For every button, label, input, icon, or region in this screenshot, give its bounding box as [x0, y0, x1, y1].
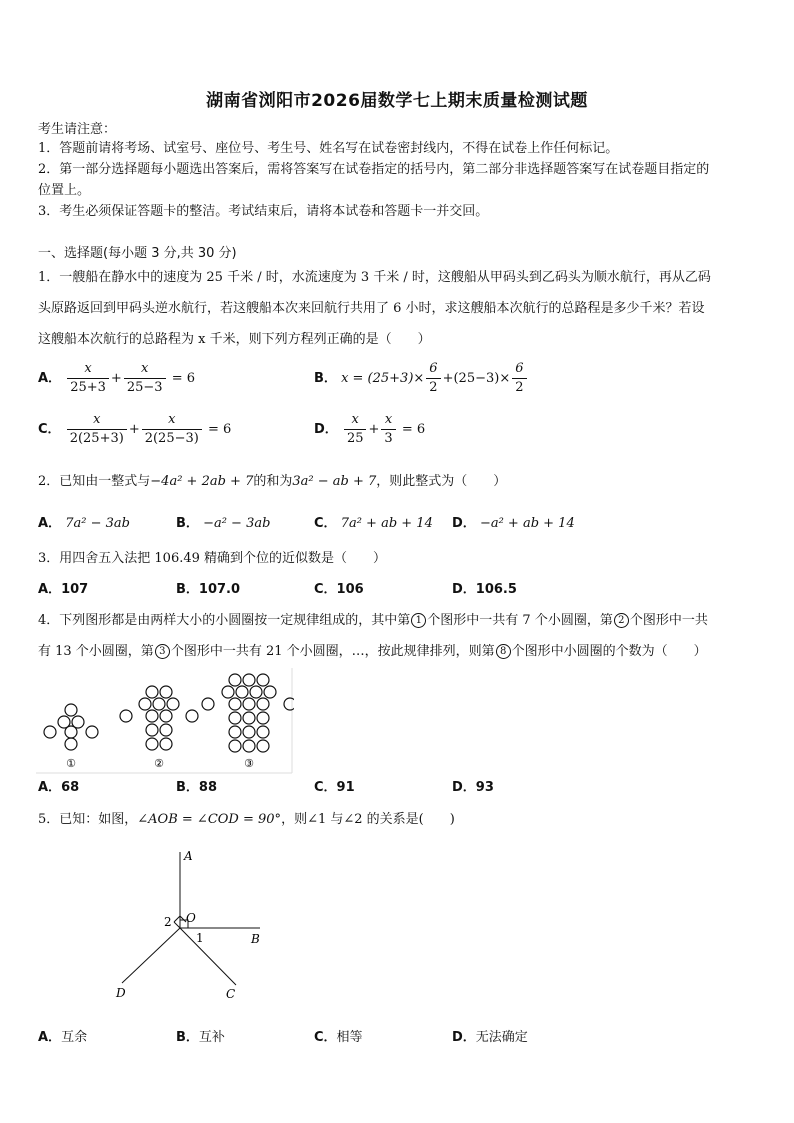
option-text: 无法确定 [475, 1030, 528, 1045]
q4-option-c [314, 778, 355, 798]
q3-option-b [176, 580, 240, 600]
option-label: B． [176, 516, 199, 531]
option-text: 互补 [198, 1030, 225, 1045]
q3-option-d [452, 580, 517, 600]
frac-den: 2 [515, 380, 524, 395]
question-2 [38, 472, 760, 492]
option-label: A． [38, 582, 62, 597]
figure-label-1: ① [66, 757, 76, 770]
q2-option-c [314, 514, 433, 534]
small-circle [160, 738, 172, 750]
question-4-line [38, 642, 760, 662]
q2-expr: −4a² + 2ab + 7 [150, 474, 254, 489]
small-circle [202, 698, 214, 710]
option-label: D． [452, 516, 476, 531]
small-circle [160, 686, 172, 698]
q3-option-c [314, 580, 364, 600]
small-circle [139, 698, 151, 710]
q5-option-d [452, 1028, 528, 1048]
point-label-d: D [116, 986, 126, 1000]
small-circle [229, 712, 241, 724]
point-label-o: O [186, 911, 196, 925]
small-circle [186, 710, 198, 722]
circled-number: 1 [411, 613, 426, 628]
q2-option-d [452, 514, 575, 534]
notice-item: 位置上。 [38, 183, 91, 198]
frac-num: x [381, 411, 395, 430]
q1-option-b [314, 360, 529, 397]
option-text: 106.5 [475, 582, 517, 597]
q4-text: 个图形中一共有 21 个小圆圈，…，按此规律排列，则第 [170, 644, 495, 659]
q4-text: 4．下列图形都是由两样大小的小圆圈按一定规律组成的，其中第 [38, 613, 411, 628]
equation-tail: = 6 [171, 371, 195, 386]
small-circle [120, 710, 132, 722]
q2-option-a [38, 514, 130, 534]
ray-oc [180, 928, 236, 985]
small-circle [160, 710, 172, 722]
pattern-3 [202, 674, 294, 752]
q4-text: 个图形中小圆圈的个数为（ ） [511, 644, 707, 659]
small-circle [153, 698, 165, 710]
q5-text: 5．已知：如图， [38, 812, 138, 827]
option-text: 107 [61, 582, 89, 597]
small-circle [160, 724, 172, 736]
equation-tail: = 6 [401, 422, 426, 437]
notice-item: 1．答题前请将考场、试室号、座位号、考生号、姓名写在试卷密封线内，不得在试卷上作任何标记。 [38, 141, 619, 156]
frac-num: 6 [512, 360, 526, 379]
option-text: 88 [198, 780, 218, 795]
small-circle [146, 710, 158, 722]
circled-number: 8 [496, 644, 511, 659]
small-circle [250, 686, 262, 698]
question-1-line: 这艘船本次航行的总路程为 x 千米，则下列方程列正确的是（ ） [38, 332, 431, 347]
q5-option-c [314, 1028, 363, 1048]
small-circle [146, 724, 158, 736]
frac-num: x [124, 360, 166, 379]
option-label: B． [314, 371, 337, 386]
small-circle [236, 686, 248, 698]
frac-den: 2 [429, 380, 438, 395]
small-circle [229, 698, 241, 710]
question-5 [38, 810, 760, 830]
question-3: 3．用四舍五入法把 106.49 精确到个位的近似数是（ ） [38, 551, 387, 566]
option-text: 7a² + ab + 14 [340, 516, 433, 531]
option-label: A． [38, 516, 62, 531]
small-circle [257, 712, 269, 724]
q5-text: ，则∠1 与∠2 的关系是( ) [281, 812, 455, 827]
small-circle [86, 726, 98, 738]
option-text: 93 [475, 780, 494, 795]
small-circle [65, 726, 77, 738]
q4-option-a [38, 778, 79, 798]
q3-option-a [38, 580, 88, 600]
frac-den: 2(25+3) [69, 431, 124, 446]
small-circle [243, 726, 255, 738]
option-text: 107.0 [198, 582, 241, 597]
option-label: A． [38, 1030, 62, 1045]
small-circle [229, 726, 241, 738]
angle-figure [100, 842, 280, 1007]
frac-den: 25−3 [126, 380, 163, 395]
q5-condition: ∠AOB = ∠COD = 90° [137, 812, 282, 827]
notice-heading: 考生请注意： [38, 122, 117, 137]
question-1-line: 1．一艘船在静水中的速度为 25 千米 / 时，水流速度为 3 千米 / 时，这艘船从甲码头到乙码头为顺水航行，再从乙码 [38, 270, 711, 285]
equation-tail: = 6 [207, 422, 232, 437]
page-title: 湖南省浏阳市2026届数学七上期末质量检测试题 [206, 91, 588, 111]
notice-item: 2．第一部分选择题每小题选出答案后，需将答案写在试卷指定的括号内，第二部分非选择题答案写在试卷题目指定的 [38, 162, 710, 177]
q4-option-d [452, 778, 494, 798]
angle-label-2: 2 [164, 915, 172, 929]
option-label: C． [314, 780, 337, 795]
pattern-1 [44, 704, 98, 750]
option-label: C． [314, 516, 337, 531]
q2-expr: 3a² − ab + 7 [292, 474, 377, 489]
option-label: A． [38, 371, 62, 386]
q1-option-a: A． $\frac{x}{25+3}$ + $\frac{x}{25-3}$ = 6 [38, 361, 195, 395]
angle-label-1: 1 [196, 931, 204, 945]
option-text: 相等 [336, 1030, 363, 1045]
q4-text: 个图形中一共有 7 个小圆圈，第 [427, 613, 613, 628]
q4-option-b [176, 778, 217, 798]
q4-text: 个图形中一共 [629, 613, 708, 628]
small-circle [243, 674, 255, 686]
pattern-2 [120, 686, 198, 750]
option-label: C． [314, 582, 337, 597]
small-circle [243, 712, 255, 724]
small-circle [65, 704, 77, 716]
point-label-b: B [251, 932, 260, 946]
question-1-line: 头原路返回到甲码头逆水航行，若这艘船本次来回航行共用了 6 小时，求这艘船本次航行的总路程是多少千米？若设 [38, 301, 705, 316]
q5-option-a [38, 1028, 87, 1048]
small-circle [257, 740, 269, 752]
frac-den: 25 [346, 431, 364, 446]
circle-pattern-figure [36, 668, 294, 774]
q2-text: 2．已知由一整式与 [38, 474, 151, 489]
option-label: B． [176, 1030, 199, 1045]
option-label: D． [314, 422, 338, 437]
q2-option-b [176, 514, 270, 534]
ray-od [122, 928, 180, 983]
small-circle [229, 740, 241, 752]
small-circle [146, 738, 158, 750]
option-text: 互余 [61, 1030, 88, 1045]
option-label: C． [38, 422, 61, 437]
q4-text: 有 13 个小圆圈，第 [38, 644, 154, 659]
option-label: C． [314, 1030, 337, 1045]
frac-num: x [142, 411, 202, 430]
small-circle [146, 686, 158, 698]
option-label: D． [452, 582, 476, 597]
frac-num: x [344, 411, 367, 430]
q2-text: ，则此整式为（ ） [376, 474, 507, 489]
small-circle [243, 698, 255, 710]
option-text: 106 [336, 582, 364, 597]
small-circle [264, 686, 276, 698]
frac-num: 6 [426, 360, 440, 379]
small-circle [44, 726, 56, 738]
option-label: D． [452, 780, 476, 795]
frac-den: 25+3 [70, 380, 106, 395]
figure-label-2: ② [154, 757, 164, 770]
frac-num: x [67, 411, 127, 430]
small-circle [167, 698, 179, 710]
small-circle [243, 740, 255, 752]
q2-text: 的和为 [253, 474, 293, 489]
point-label-a: A [184, 849, 193, 863]
small-circle [229, 674, 241, 686]
circled-number: 2 [614, 613, 629, 628]
frac-num: x [67, 360, 109, 379]
option-label: B． [176, 582, 199, 597]
option-label: A． [38, 780, 62, 795]
small-circle [257, 726, 269, 738]
section-heading: 一、选择题(每小题 3 分,共 30 分) [38, 246, 237, 261]
option-label: D． [452, 1030, 476, 1045]
option-text: 91 [336, 780, 355, 795]
small-circle [65, 738, 77, 750]
q5-option-b [176, 1028, 225, 1048]
frac-den: 2(25−3) [144, 431, 199, 446]
right-angle-mark-cod [174, 922, 180, 928]
question-4-line [38, 611, 760, 631]
option-text: −a² + ab + 14 [479, 516, 575, 531]
frac-den: 3 [384, 431, 393, 446]
equation-part: x = (25+3)× [341, 371, 425, 386]
option-text: 68 [61, 780, 80, 795]
circled-number: 3 [155, 644, 170, 659]
point-label-c: C [226, 987, 236, 1001]
q1-option-d: D． $\frac{x}{25}$ + $\frac{x}{3}$ = 6 [314, 412, 426, 446]
small-circle [222, 686, 234, 698]
notice-item: 3．考生必须保证答题卡的整洁。考试结束后，请将本试卷和答题卡一并交回。 [38, 204, 489, 219]
option-text: −a² − 3ab [203, 516, 271, 531]
equation-part: +(25−3)× [442, 371, 511, 386]
q1-option-c: C． $\frac{x}{2(25+3)}$ + $\frac{x}{2(25-3)}$ = 6 [38, 412, 232, 446]
option-text: 7a² − 3ab [65, 516, 130, 531]
small-circle [257, 698, 269, 710]
option-label: B． [176, 780, 199, 795]
figure-label-3: ③ [244, 757, 254, 770]
small-circle [257, 674, 269, 686]
